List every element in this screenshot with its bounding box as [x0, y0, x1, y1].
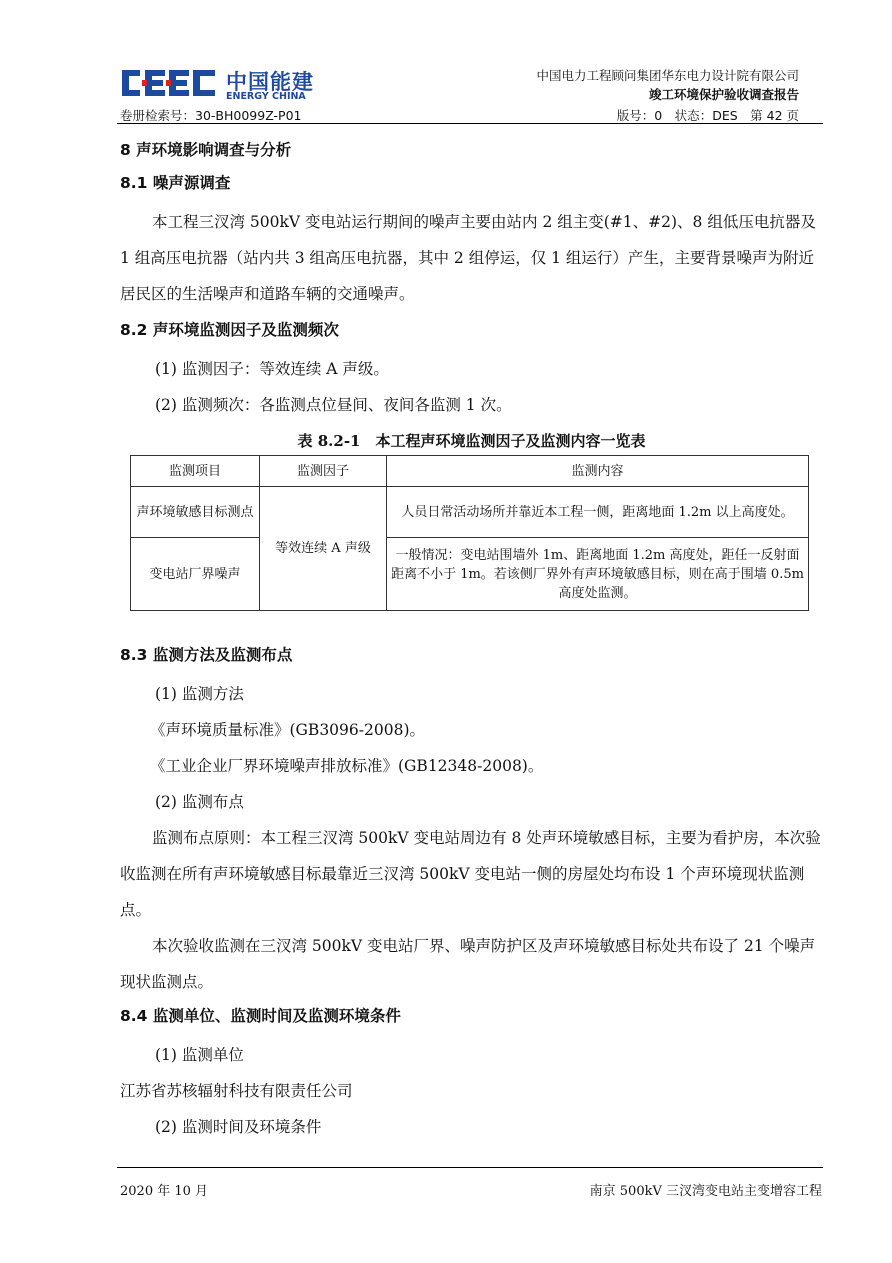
table-header-cell: 监测项目 — [131, 456, 260, 487]
table-cell-content: 一般情况：变电站围墙外 1m、距离地面 1.2m 高度处，距任一反射面距离不小于 1m。若该侧厂界外有声环境敏感目标，则在高于围墙 0.5m 高度处监测。 — [387, 538, 809, 611]
list-item: (1) 监测方法 — [155, 685, 244, 703]
list-item: (1) 监测单位 — [155, 1046, 244, 1064]
section-8-4-title: 8.4 监测单位、监测时间及监测环境条件 — [120, 1007, 401, 1025]
header-index-no: 卷册检索号：30-BH0099Z-P01 — [120, 108, 302, 123]
standard-item: 《声环境质量标准》(GB3096-2008)。 — [150, 721, 425, 739]
monitoring-organization: 江苏省苏核辐射科技有限责任公司 — [120, 1082, 353, 1100]
document-body — [120, 138, 823, 1145]
list-item: (2) 监测时间及环境条件 — [155, 1118, 322, 1136]
section-8-1-title: 8.1 噪声源调查 — [120, 174, 231, 192]
list-item: (2) 监测布点 — [155, 793, 244, 811]
monitoring-table — [130, 455, 809, 611]
header-organization: 中国电力工程顾问集团华东电力设计院有限公司 — [536, 68, 799, 83]
section-8-1-paragraph: 本工程三汊湾 500kV 变电站运行期间的噪声主要由站内 2 组主变(#1、#2)、8 组低压电抗器及 1 组高压电抗器（站内共 3 组高压电抗器，其中 2 组停运，仅 1 组运行）产生，主要背景噪声为附近居民区的生活噪声和道路车辆的交通噪声。 — [120, 213, 816, 303]
table-cell-content: 人员日常活动场所并靠近本工程一侧，距离地面 1.2m 以上高度处。 — [387, 487, 809, 538]
header-divider — [117, 123, 823, 124]
footer-project: 南京 500kV 三汊湾变电站主变增容工程 — [589, 1184, 822, 1199]
ceec-logo-icon — [120, 66, 220, 100]
section-8-3-title: 8.3 监测方法及监测布点 — [120, 646, 293, 664]
list-item: (2) 监测频次：各监测点位昼间、夜间各监测 1 次。 — [155, 396, 512, 414]
section-8-title: 8 声环境影响调查与分析 — [120, 141, 292, 159]
standard-item: 《工业企业厂界环境噪声排放标准》(GB12348-2008)。 — [150, 757, 544, 775]
table-cell-item: 声环境敏感目标测点 — [131, 487, 260, 538]
table-header-cell: 监测内容 — [387, 456, 809, 487]
table-cell-item: 变电站厂界噪声 — [131, 538, 260, 611]
list-item: (1) 监测因子：等效连续 A 声级。 — [155, 360, 389, 378]
footer-date: 2020 年 10 月 — [120, 1184, 209, 1199]
table-header-row — [131, 456, 809, 487]
table-header-cell: 监测因子 — [260, 456, 387, 487]
table-row — [131, 487, 809, 538]
header-doc-title: 竣工环境保护验收调查报告 — [648, 87, 799, 102]
section-8-2-title: 8.2 声环境监测因子及监测频次 — [120, 321, 339, 339]
section-8-3-paragraph: 本次验收监测在三汊湾 500kV 变电站厂界、噪声防护区及声环境敏感目标处共布设了 21 个噪声现状监测点。 — [120, 937, 816, 991]
logo-english-text: ENERGY CHINA — [226, 91, 306, 102]
header-version-status: 版号：0 状态：DES 第 42 页 — [616, 108, 799, 123]
table-cell-factor: 等效连续 A 声级 — [260, 487, 387, 611]
logo-chinese-text: 中国能建 — [226, 70, 314, 94]
footer-divider — [117, 1167, 823, 1168]
table-row — [131, 538, 809, 611]
section-8-3-paragraph: 监测布点原则：本工程三汊湾 500kV 变电站周边有 8 处声环境敏感目标，主要为看护房，本次验收监测在所有声环境敏感目标最靠近三汊湾 500kV 变电站一侧的房屋处均布设 1 个声环境现状监测点。 — [120, 829, 821, 919]
table-caption: 表 8.2-1 本工程声环境监测因子及监测内容一览表 — [297, 432, 646, 450]
